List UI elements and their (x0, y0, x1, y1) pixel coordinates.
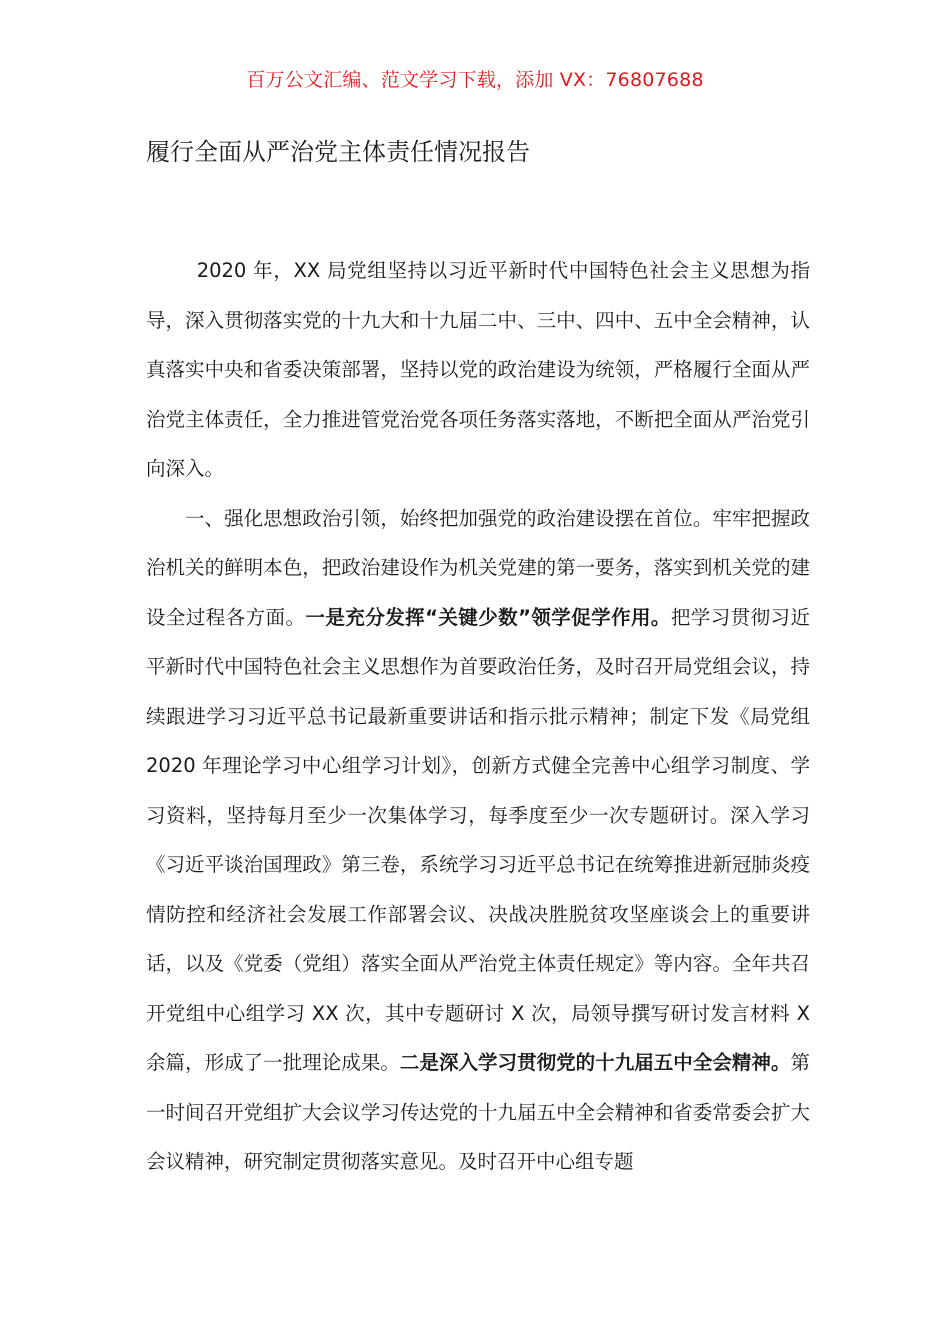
point-1-title: 一是充分发挥“关键少数”领学促学作用。 (305, 605, 671, 629)
point-2-title: 二是深入学习贯彻党的十九届五中全会精神。 (399, 1051, 791, 1074)
intro-paragraph: 2020 年，XX 局党组坚持以习近平新时代中国特色社会主义思想为指导，深入贯彻落实党的十九大和十九届二中、三中、四中、五中全会精神，认真落实中央和省委决策部署，坚持以党的政治建设为统领，严格履行全面从严治党主体责任，全力推进管党治党各项任务落实落地，不断把全面从严治党引向深入。 (146, 259, 810, 480)
section-1-heading: 一、强化思想政治引领，始终把加强党的政治建设摆在首位。 (185, 506, 713, 530)
section-1-lead: 牢牢把握政治机关的鲜明本色，把政治建设作为机关党建的第一要务，落实到机关党的建设全过程各方面。 (146, 506, 810, 629)
section-1-paragraph (146, 494, 810, 1187)
document-body (146, 246, 810, 1187)
document-title: 履行全面从严治党主体责任情况报告 (146, 138, 530, 166)
header-banner: 百万公文汇编、范文学习下载，添加 VX：76807688 (246, 69, 704, 91)
point-2-text: 第一时间召开党组扩大会议学习传达党的十九届五中全会精神和省委常委会扩大会议精神，研究制定贯彻落实意见。及时召开中心组专题 (146, 1051, 810, 1173)
point-1-text: 把学习贯彻习近平新时代中国特色社会主义思想作为首要政治任务，及时召开局党组会议，持续跟进学习习近平总书记最新重要讲话和指示批示精神；制定下发《局党组 2020 年理论学习中心组学习计划》，创新方式健全完善中心组学习制度、学习资料，坚持每月至少一次集体学习，每季度至少一次专题研讨。深入学习《习近平谈治国理政》第三卷，系统学习习近平总书记在统筹推进新冠肺炎疫情防控和经济社会发展工作部署会议、决战决胜脱贫攻坚座谈会上的重要讲话，以及《党委（党组）落实全面从严治党主体责任规定》等内容。全年共召开党组中心组学习 XX 次，其中专题研讨 X 次，局领导撰写研讨发言材料 X 余篇，形成了一批理论成果。 (146, 605, 810, 1074)
